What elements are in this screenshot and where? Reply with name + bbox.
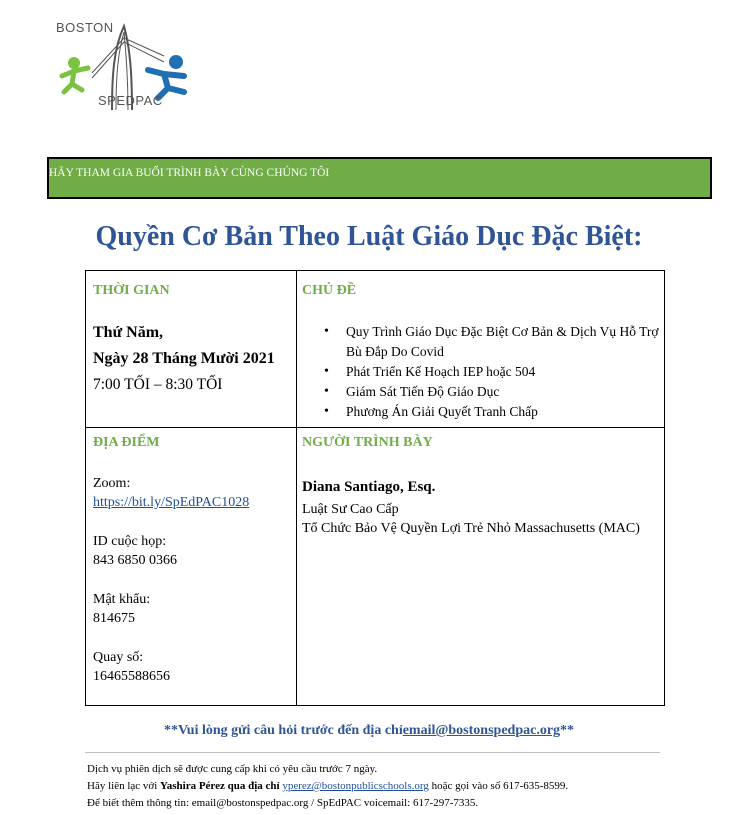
presenter-name: Diana Santiago, Esq. bbox=[302, 479, 436, 495]
dial-label: Quay số: bbox=[93, 650, 144, 665]
list-item: • Phương Án Giải Quyết Tranh Chấp bbox=[302, 402, 662, 422]
list-item: • Phát Triển Kế Hoạch IEP hoặc 504 bbox=[302, 362, 662, 382]
zoom-label: Zoom: bbox=[93, 476, 131, 491]
location-cell bbox=[93, 433, 293, 686]
password-label: Mật khẩu: bbox=[93, 592, 151, 607]
topics-cell bbox=[302, 281, 662, 422]
password-value: 814675 bbox=[93, 611, 135, 626]
dial-value: 16465588656 bbox=[93, 669, 170, 684]
note-email-link[interactable]: email@bostonspedpac.org bbox=[402, 723, 561, 738]
footer-email-link[interactable]: yperez@bostonpublicschools.org bbox=[282, 780, 429, 792]
footer-divider bbox=[85, 752, 660, 753]
table-divider-horizontal bbox=[86, 427, 664, 428]
logo-top-text: BOSTON bbox=[56, 20, 114, 35]
note-suffix: ** bbox=[560, 723, 575, 738]
footer-contact-prefix: Hãy liên lạc với bbox=[87, 780, 161, 792]
info-table bbox=[85, 270, 665, 706]
event-hours: 7:00 TỐI – 8:30 TỐI bbox=[93, 376, 223, 393]
page-title: Quyền Cơ Bản Theo Luật Giáo Dục Đặc Biệt: bbox=[95, 221, 643, 252]
time-header: THỜI GIAN bbox=[93, 283, 170, 298]
list-item: • Giám Sát Tiến Độ Giáo Dục bbox=[302, 382, 662, 402]
table-divider-vertical bbox=[296, 271, 297, 705]
presenter-org: Tổ Chức Bảo Vệ Quyền Lợi Trẻ Nhỏ Massachusetts (MAC) bbox=[302, 521, 640, 536]
join-banner bbox=[47, 157, 712, 199]
logo-bottom-text: SPEDPAC bbox=[98, 93, 163, 108]
zoom-link[interactable]: https://bit.ly/SpEdPAC1028 bbox=[93, 495, 250, 510]
note-prefix: **Vui lòng gửi câu hỏi trước đến địa chỉ bbox=[163, 723, 403, 738]
bostonspedpac-logo bbox=[52, 18, 202, 118]
questions-note bbox=[0, 723, 738, 739]
event-date: Ngày 28 Tháng Mười 2021 bbox=[93, 350, 275, 367]
presenter-role: Luật Sư Cao Cấp bbox=[302, 502, 399, 517]
list-item: • Quy Trình Giáo Dục Đặc Biệt Cơ Bản & Dịch Vụ Hỗ Trợ Bù Đắp Do Covid bbox=[302, 322, 662, 362]
presenter-header: NGƯỜI TRÌNH BÀY bbox=[302, 435, 433, 450]
banner-text: HÃY THAM GIA BUỔI TRÌNH BÀY CÙNG CHÚNG TÔI bbox=[49, 167, 330, 179]
topics-list bbox=[302, 322, 662, 422]
time-cell bbox=[93, 281, 293, 398]
footer-line-1: Dịch vụ phiên dịch sẽ được cung cấp khi có yêu cầu trước 7 ngày. bbox=[87, 763, 378, 775]
meeting-id-value: 843 6850 0366 bbox=[93, 553, 177, 568]
location-header: ĐỊA ĐIỂM bbox=[93, 435, 160, 450]
footer-contact-name: Yashira Pérez qua địa chỉ bbox=[160, 780, 283, 792]
presenter-cell bbox=[302, 433, 662, 538]
footer-line-3: Để biết thêm thông tin: email@bostonspedpac.org / SpEdPAC voicemail: 617-297-7335. bbox=[87, 797, 479, 809]
topics-header: CHỦ ĐỀ bbox=[302, 283, 357, 298]
event-day: Thứ Năm, bbox=[93, 324, 164, 341]
footer-contact-suffix: hoặc gọi vào số 617-635-8599. bbox=[428, 780, 569, 792]
meeting-id-label: ID cuộc họp: bbox=[93, 534, 167, 549]
footer-line-2 bbox=[87, 779, 568, 793]
